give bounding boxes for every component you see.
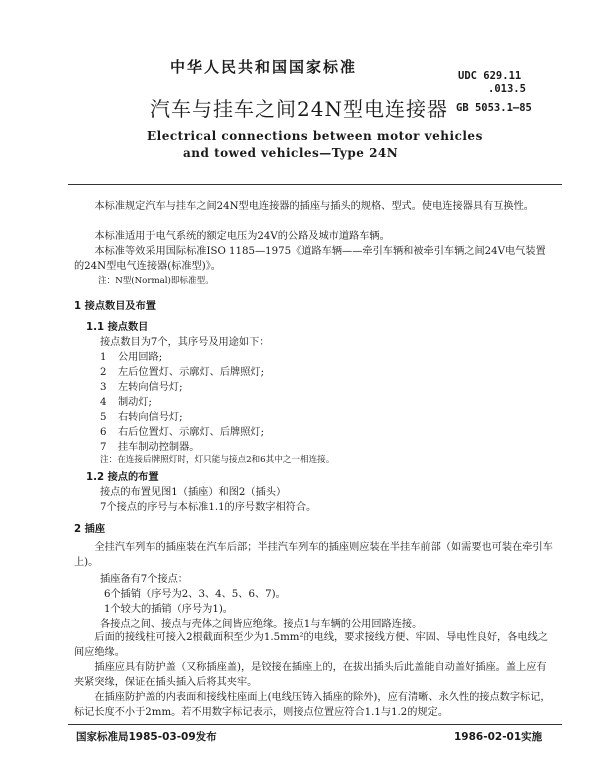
list-item <box>100 363 264 378</box>
list-item <box>100 423 264 438</box>
section-1-2-heading: 1.2 接点的布置 <box>86 472 159 483</box>
section-1-heading: 1 接点数目及布置 <box>74 301 156 312</box>
list-item-number: 5 <box>100 412 107 423</box>
list-item <box>100 438 200 453</box>
intro-paragraph-2: 本标准适用于电气系统的额定电压为24V的公路及城市道路车辆。 <box>94 231 390 242</box>
list-item-text: 右转向信号灯; <box>118 412 183 423</box>
list-item <box>100 378 183 393</box>
standard-name: 中华人民共和国国家标准 <box>170 58 358 76</box>
udc-line-2: .013.5 <box>488 83 526 95</box>
list-item-text: 左转向信号灯; <box>118 382 183 393</box>
list-item-number: 6 <box>100 427 107 438</box>
implementation-date: 1986-02-01实施 <box>454 731 543 743</box>
list-item-text: 公用回路; <box>118 352 163 363</box>
list-item <box>100 393 152 408</box>
section-1-1-heading: 1.1 接点数目 <box>86 322 149 333</box>
top-rule <box>68 184 562 185</box>
section-2-paragraph-5: 各接点之间、接点与壳体之间皆应绝缘。接点1与车辆的公用回路连接。 <box>100 619 423 630</box>
section-2-paragraph-3: 6个插销（序号为2、3、4、5、6、7)。 <box>104 589 286 600</box>
title-chinese: 汽车与挂车之间24N型电连接器 <box>150 97 448 121</box>
list-item-number: 1 <box>100 352 107 363</box>
list-item-text: 右后位置灯、示廓灯、后牌照灯; <box>118 427 265 438</box>
list-item-number: 2 <box>100 367 107 378</box>
section-2-paragraph-4: 1个较大的插销（序号为1)。 <box>104 604 233 615</box>
list-item <box>100 408 183 423</box>
list-item-text: 左后位置灯、示廓灯、后牌照灯; <box>118 367 265 378</box>
section-2-paragraph-7: 插座应具有防护盖（又称插座盖)，是铰接在插座上的，在拔出插头后此盖能自动盖好插座。盖上应有夹紧突缘，保证在插头插入后将其夹牢。 <box>74 662 547 688</box>
section-1-2-paragraph-1: 接点的布置见图1（插座）和图2（插头） <box>100 487 287 498</box>
intro-paragraph-1: 本标准规定汽车与挂车之间24N型电连接器的插座与插头的规格、型式。使电连接器具有互换性。 <box>94 201 534 212</box>
section-1-2-paragraph-2: 7个接点的序号与本标准1.1的序号数字相符合。 <box>100 502 317 513</box>
title-english-line1: Electrical connections between motor vehicles <box>147 129 483 143</box>
list-item <box>100 348 162 363</box>
section-1-1-intro: 接点数目为7个，其序号及用途如下： <box>100 337 270 348</box>
section-2-paragraph-2: 插座备有7个接点： <box>100 574 188 585</box>
list-item-text: 制动灯; <box>118 397 152 408</box>
section-2-paragraph-1: 全挂汽车列车的插座装在汽车后部；半挂汽车列车的插座则应装在半挂车前部（如需要也可装在牵引车上)。 <box>74 542 553 568</box>
gb-number: GB 5053.1—85 <box>456 102 532 114</box>
intro-paragraph-3: 本标准等效采用国际标准ISO 1185—1975《道路车辆——牵引车辆和被牵引车辆之间24V电气装置的24N型电气连接器(标准型)》。 <box>74 246 546 272</box>
section-2-paragraph-6: 后面的接线柱可接入2根截面积至少为1.5mm²的电线，要求接线方便、牢固、导电性良好，各电线之间应绝缘。 <box>74 632 548 658</box>
title-english-line2: and towed vehicles—Type 24N <box>183 146 399 160</box>
section-2-paragraph-8: 在插座防护盖的内表面和接线柱座面上(电线压铸入插座的除外)，应有清晰、永久性的接点数字标记，标记长度不小于2mm。若不用数字标记表示，则接点位置应符合1.1与1.2的规定。 <box>74 692 551 718</box>
list-item-number: 3 <box>100 382 107 393</box>
issue-date: 国家标准局1985-03-09发布 <box>76 731 217 743</box>
section-2-heading: 2 插座 <box>74 524 106 535</box>
intro-note: 注：N型(Normal)即标准型。 <box>98 276 214 286</box>
udc-line-1: UDC 629.11 <box>458 70 522 82</box>
section-1-1-note: 注：在连接后牌照灯时，灯只能与接点2和6其中之一相连接。 <box>100 455 335 465</box>
list-item-number: 7 <box>100 442 107 453</box>
bottom-rule <box>68 724 562 725</box>
list-item-text: 挂车制动控制器。 <box>118 442 200 453</box>
list-item-number: 4 <box>100 397 107 408</box>
